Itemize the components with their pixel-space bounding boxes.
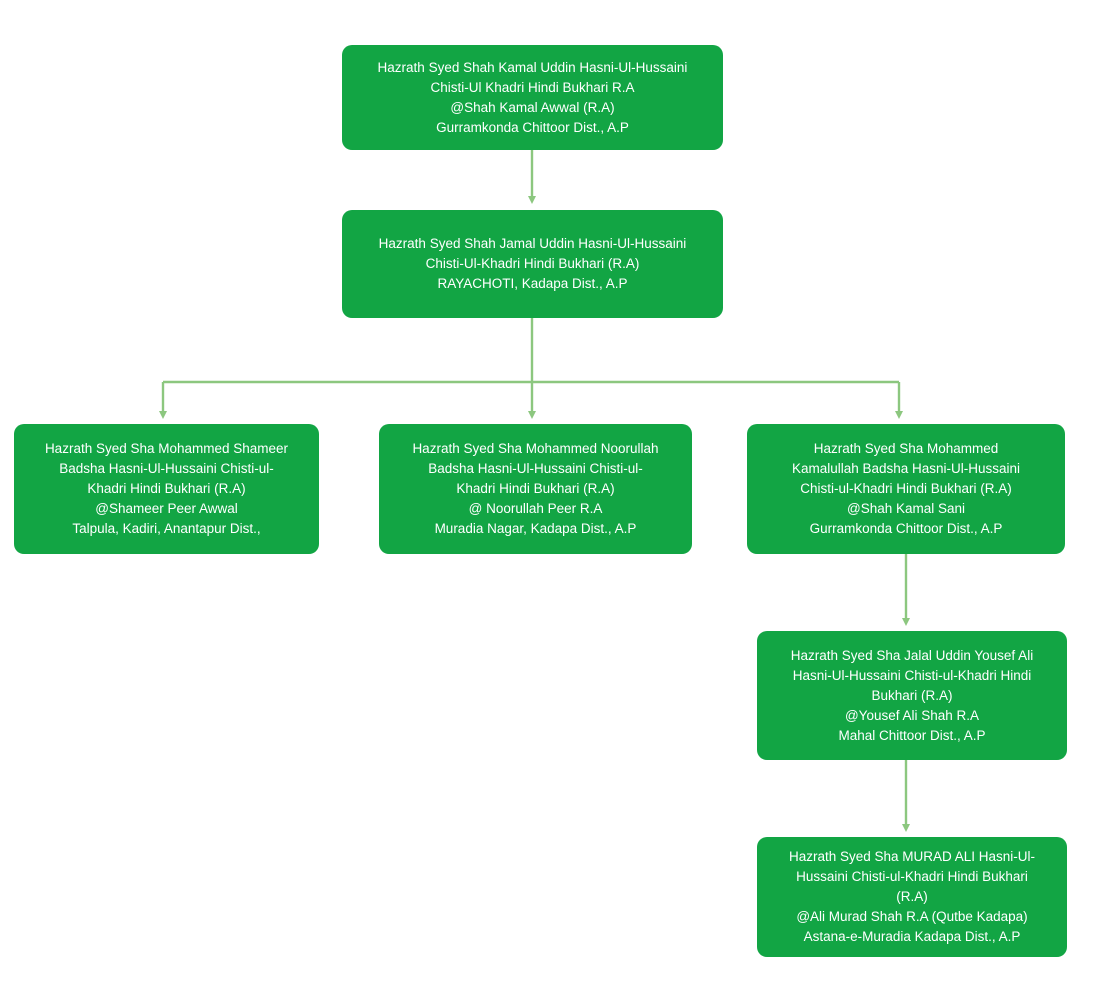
node-line: (R.A) [896,889,928,904]
node-line: Hazrath Syed Shah Kamal Uddin Hasni-Ul-Hussaini [377,59,688,75]
node-line: Chisti-Ul Khadri Hindi Bukhari R.A [430,79,635,95]
node-line: @Shah Kamal Awwal (R.A) [450,99,615,115]
node-noorullah[interactable] [379,424,692,554]
node-line: Badsha Hasni-Ul-Hussaini Chisti-ul- [428,461,643,476]
node-line: Khadri Hindi Bukhari (R.A) [87,481,246,496]
node-line: Hazrath Syed Sha Jalal Uddin Yousef Ali [790,647,1034,663]
node-line: Talpula, Kadiri, Anantapur Dist., [72,521,261,536]
node-line: Chisti-ul-Khadri Hindi Bukhari (R.A) [800,481,1012,496]
node-line: Hazrath Syed Sha Mohammed [813,441,999,456]
node-line: Gurramkonda Chittoor Dist., A.P [809,521,1003,536]
node-line: Badsha Hasni-Ul-Hussaini Chisti-ul- [59,461,274,476]
node-jalal-uddin-yousef[interactable] [757,631,1067,760]
node-line: Hazrath Syed Sha MURAD ALI Hasni-Ul- [788,849,1036,864]
node-line: Hazrath Syed Sha Mohammed Noorullah [412,441,659,456]
node-line: @Shah Kamal Sani [846,501,966,516]
node-shameer[interactable] [14,424,319,554]
node-line: Mahal Chittoor Dist., A.P [838,727,986,743]
node-kamalullah[interactable] [747,424,1065,554]
node-line: Kamalullah Badsha Hasni-Ul-Hussaini [791,461,1021,476]
node-line: Hussaini Chisti-ul-Khadri Hindi Bukhari [796,869,1028,884]
node-line: Bukhari (R.A) [871,687,953,703]
node-line: @Ali Murad Shah R.A (Qutbe Kadapa) [796,909,1028,924]
node-jamal-uddin[interactable] [342,210,723,318]
node-line: @Shameer Peer Awwal [95,501,238,516]
node-line: Gurramkonda Chittoor Dist., A.P [436,119,629,135]
node-line: Khadri Hindi Bukhari (R.A) [456,481,615,496]
node-line: Hazrath Syed Shah Jamal Uddin Hasni-Ul-Hussaini [378,236,687,251]
node-line: Hazrath Syed Sha Mohammed Shameer [44,441,289,456]
node-line: @Yousef Ali Shah R.A [844,707,980,723]
node-murad-ali[interactable] [757,837,1067,957]
node-line: Chisti-Ul-Khadri Hindi Bukhari (R.A) [425,256,640,271]
node-line: @ Noorullah Peer R.A [468,501,603,516]
node-line: RAYACHOTI, Kadapa Dist., A.P [437,276,628,291]
node-line: Muradia Nagar, Kadapa Dist., A.P [434,521,637,536]
node-kamal-uddin[interactable] [342,45,723,150]
node-line: Hasni-Ul-Hussaini Chisti-ul-Khadri Hindi [792,667,1032,683]
node-line: Astana-e-Muradia Kadapa Dist., A.P [803,929,1021,944]
